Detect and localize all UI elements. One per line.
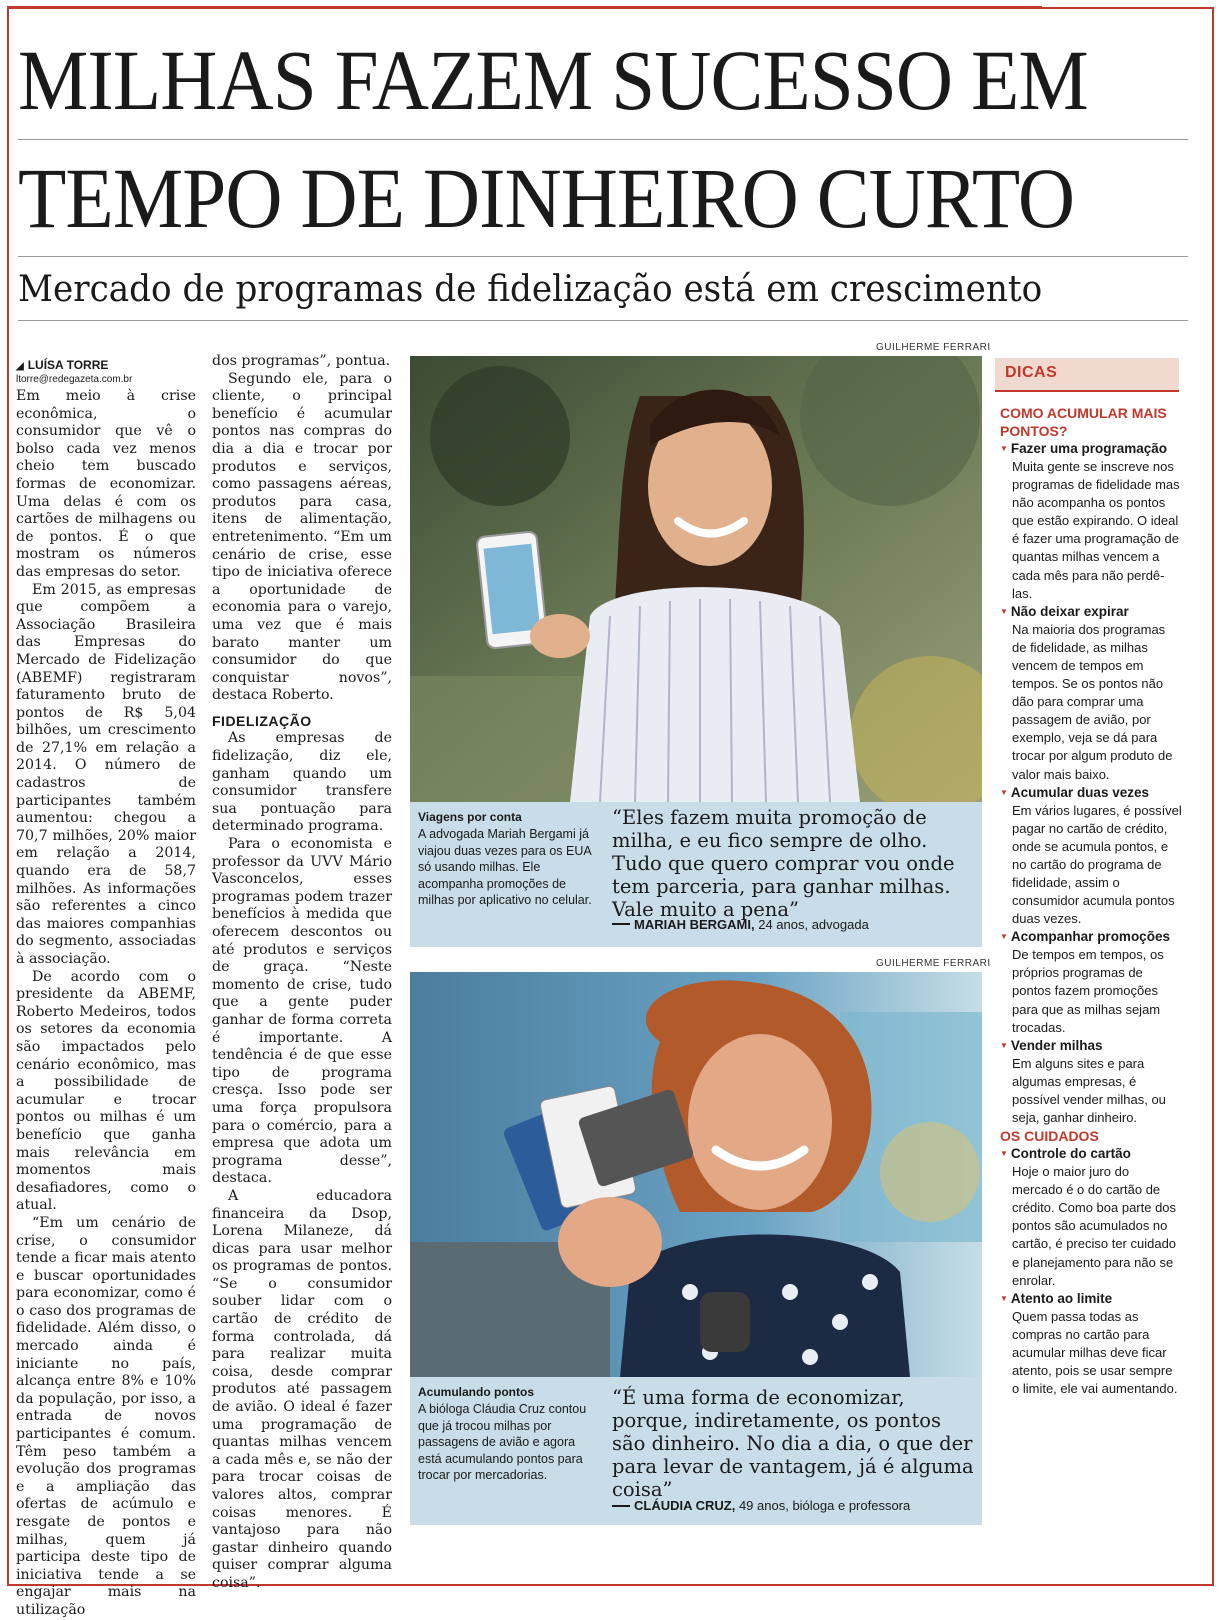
tip-title: ▼ Fazer uma programação: [1000, 440, 1182, 458]
tip-text: Na maioria dos programas de fidelidade, as milhas vencem de tempos em tempos. Se os pontos não dão para comprar uma passagem de avião, por exemplo, veja se dá para trocar por algum produto de valor mais baixo.: [1012, 621, 1173, 782]
sidebar-section-heading: COMO ACUMULAR MAIS PONTOS?: [1000, 405, 1167, 439]
article-column-2: [212, 353, 392, 1593]
article-paragraph: De acordo com o presidente da ABEMF, Roberto Medeiros, todos os setores da economia são impactados pelo cenário econômico, mas a possibilidade de acumular e trocar pontos ou milhas é um benefício que ganha mais relevância em momentos mais desafiadores, como o atual.: [16, 968, 196, 1214]
tip-title: ▼ Acumular duas vezes: [1000, 784, 1182, 802]
tip-text: Quem passa todas as compras no cartão para acumular milhas deve ficar atento, pois se usar sempre o limite, ele vai aumentando.: [1012, 1308, 1178, 1397]
tip-text: Em vários lugares, é possível pagar no cartão de crédito, onde se acumula pontos, e no cartão do programa de fidelidade, assim o consumidor acumula pontos duas vezes.: [1012, 802, 1182, 927]
subheadline: Mercado de programas de fidelização está em crescimento: [18, 269, 1043, 310]
pull-quote-1: “Eles fazem muita promoção de milha, e eu fico sempre de olho. Tudo que quero comprar vou onde tem parceria, para ganhar milhas. Vale muito a pena”: [612, 806, 955, 921]
tip-text: Muita gente se inscreve nos programas de fidelidade mas não acompanha os pontos que estão expirando. O ideal é fazer uma programação de quantas milhas vencem a cada mês para não perdê-las.: [1012, 459, 1180, 601]
quote-author-desc: 49 anos, bióloga e professora: [735, 1498, 911, 1513]
sidebar-content: [1000, 404, 1182, 1398]
article-paragraph: Em 2015, as empresas que compõem a Associação Brasileira das Empresas do Mercado de Fidelização (ABEMF) registraram faturamento bruto de pontos de R$ 5,04 bilhões, um crescimento de 27,1% em relação a 2014. O número de cadastros de participantes também aumentou: chegou a 70,7 milhões, 20% maior em relação a 2014, quando era de 58,7 milhões. As informações são referentes a cinco das maiores companhias do segmento, associadas à associação.: [16, 581, 196, 967]
tip-text: Hoje o maior juro do mercado é o do cartão de crédito. Como boa parte dos pontos são acumulados no cartão, é preciso ter cuidado e planejamento para não se enrolar.: [1012, 1164, 1177, 1288]
headline-line1: MILHAS FAZEM SUCESSO EM: [18, 32, 1088, 128]
byline-email[interactable]: ltorre@redegazeta.com.br: [16, 374, 133, 385]
quote-author-1: [614, 917, 974, 932]
caption-title: Viagens por conta: [418, 810, 522, 824]
photo-credit: GUILHERME FERRARI: [876, 958, 991, 969]
woman-with-cards-illustration: [410, 972, 982, 1377]
article-paragraph: dos programas”, pontua.: [212, 353, 391, 369]
photo-credit: GUILHERME FERRARI: [876, 342, 991, 353]
article-column-1: [16, 388, 196, 1620]
quote-author-name: MARIAH BERGAMI,: [634, 917, 755, 932]
headline-divider-2: [18, 256, 1188, 257]
article-paragraph: “Em um cenário de crise, o consumidor tende a ficar mais atento e buscar oportunidades para economizar, como é o caso dos programas de fidelidade. Além disso, o mercado ainda é iniciante no país, alcança entre 8% e 10% da população, por isso, a entrada de novos participantes é comum. Têm peso também a evolução dos programas e a ampliação das ofertas de acúmulo e resgate de pontos e milhas, quem já participa deste tipo de iniciativa tende a se engajar mais na utilização: [16, 1214, 196, 1618]
quote-author-desc: 24 anos, advogada: [754, 917, 869, 932]
tip-title: ▼ Atento ao limite: [1000, 1290, 1182, 1308]
tip-title: ▼ Controle do cartão: [1000, 1145, 1182, 1163]
pull-quote-2: “É uma forma de economizar, porque, indiretamente, os pontos são dinheiro. No dia a dia, o que der para levar de vantagem, já é alguma coisa”: [612, 1386, 974, 1501]
article-paragraph: As empresas de fidelização, diz ele, ganham quando um consumidor transfere sua pontuação para determinado programa.: [212, 730, 392, 835]
sidebar-title: DICAS: [1005, 364, 1058, 381]
sidebar-section-heading: OS CUIDADOS: [1000, 1128, 1099, 1145]
subhead-divider: [18, 320, 1188, 321]
tip-text: De tempos em tempos, os próprios programas de pontos fazem promoções para que as milhas sejam trocadas.: [1012, 947, 1164, 1035]
article-paragraph: Para o economista e professor da UVV Mário Vasconcelos, esses programas podem trazer benefícios à medida que oferecem descontos ou até produtos e serviços de graça. “Neste momento de crise, tudo que a gente puder ganhar de forma correta é importante. A tendência é de que esse tipo de programa cresça. Isso pode ser uma força propulsora para o comércio, para a empresa que adota um programa desse”, destaca.: [212, 836, 392, 1187]
byline-author: ◢ LUÍSA TORRE: [16, 358, 108, 372]
headline-divider: [18, 139, 1188, 140]
tip-text: Em alguns sites e para algumas empresas, é possível vender milhas, ou seja, ganhar dinheiro.: [1012, 1055, 1166, 1125]
article-paragraph: Segundo ele, para o cliente, o principal benefício é acumular pontos nas compras do dia a dia e trocar por produtos e serviços, como passagens aéreas, produtos para casa, itens de alimentação, entretenimento. “Em um cenário de crise, esse tipo de iniciativa oferece a oportunidade de economia para o varejo, uma vez que é mais barato manter um consumidor do que conquistar novos”, destaca Roberto.: [212, 370, 392, 704]
section-heading-fidelizacao: FIDELIZAÇÃO: [212, 712, 312, 729]
sidebar-title-box: [995, 358, 1179, 392]
photo-mariah-bergami: [410, 356, 982, 802]
headline-line2: TEMPO DE DINHEIRO CURTO: [18, 150, 1075, 246]
tip-title: ▼ Vender milhas: [1000, 1037, 1182, 1055]
woman-with-phone-illustration: [410, 356, 982, 802]
tip-title: ▼ Acompanhar promoções: [1000, 928, 1182, 946]
caption-text: A advogada Mariah Bergami já viajou duas vezes para os EUA só usando milhas. Ele acompanha promoções de milhas por aplicativo no celular.: [418, 827, 592, 907]
article-paragraph: A educadora financeira da Dsop, Lorena Milaneze, dá dicas para usar melhor os programas de pontos. “Se o consumidor souber lidar com o cartão de crédito de forma controlada, dá para realizar muita coisa, desde comprar produtos até passagem de avião. O ideal é fazer uma programação de quantas milhas vencem a cada mês e, se não der para trocar coisas de valores altos, comprar coisas menores. É vantajoso para não gastar dinheiro quando quiser comprar alguma coisa”.: [212, 1187, 392, 1591]
caption-text: A bióloga Cláudia Cruz contou que já trocou milhas por passagens de avião e agora está acumulando pontos para trocar por mercadorias.: [418, 1402, 587, 1482]
tip-title: ▼ Não deixar expirar: [1000, 603, 1182, 621]
quote-author-name: CLÁUDIA CRUZ,: [634, 1498, 736, 1513]
article-paragraph: Em meio à crise econômica, o consumidor que vê o bolso cada vez menos cheio tem buscado formas de economizar. Uma delas é com os cartões de milhagens ou de pontos. É o que mostram os números das empresas do setor.: [16, 388, 196, 580]
tips-sidebar: [995, 358, 1187, 1578]
photo-claudia-cruz: [410, 972, 982, 1377]
quote-author-2: [614, 1498, 974, 1513]
caption-title: Acumulando pontos: [418, 1385, 534, 1399]
